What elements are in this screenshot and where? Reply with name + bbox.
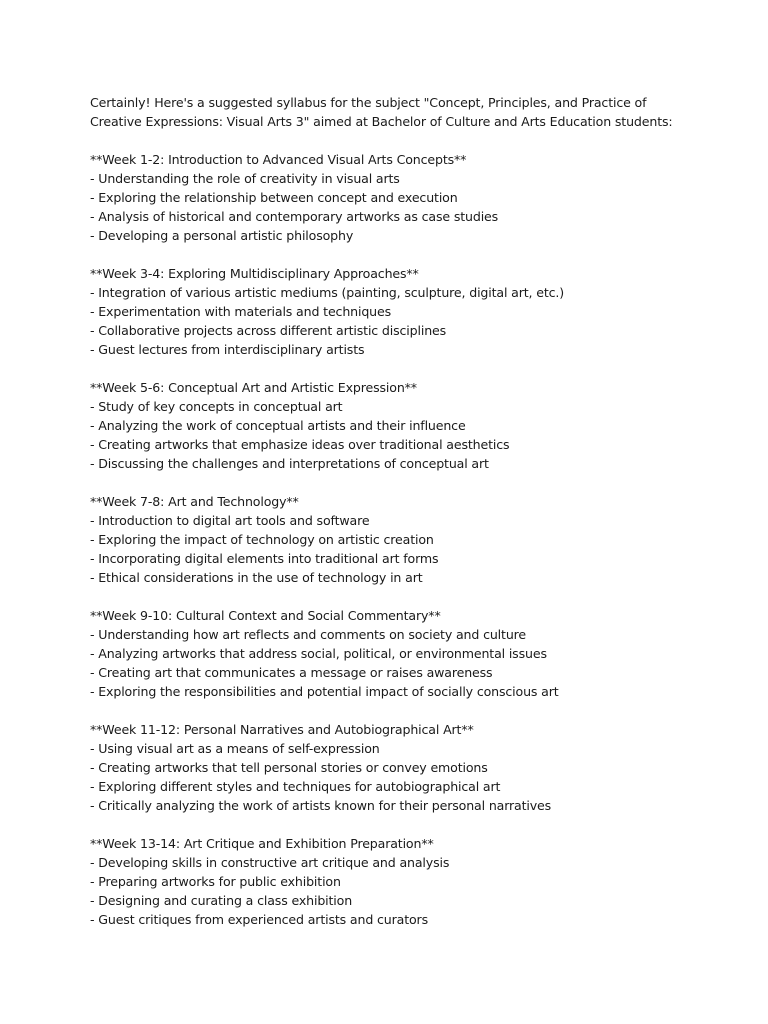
week-item: - Analysis of historical and contemporary artworks as case studies [90, 209, 499, 224]
week-item: - Exploring the impact of technology on artistic creation [90, 532, 434, 547]
week-section-2 [90, 264, 750, 359]
week-item: - Study of key concepts in conceptual art [90, 399, 343, 414]
week-item: - Integration of various artistic mediums (painting, sculpture, digital art, etc.) [90, 285, 565, 300]
week-item: - Guest lectures from interdisciplinary artists [90, 342, 365, 357]
week-section-3 [90, 378, 750, 473]
week-heading: **Week 13-14: Art Critique and Exhibition Preparation** [90, 836, 434, 851]
week-section-4 [90, 492, 750, 587]
spacer [90, 245, 750, 264]
week-item: - Incorporating digital elements into traditional art forms [90, 551, 439, 566]
spacer [90, 587, 750, 606]
week-item: - Experimentation with materials and techniques [90, 304, 392, 319]
week-item: - Developing a personal artistic philosophy [90, 228, 354, 243]
week-item: - Guest critiques from experienced artists and curators [90, 912, 428, 927]
week-item: - Discussing the challenges and interpretations of conceptual art [90, 456, 489, 471]
week-item: - Exploring the relationship between concept and execution [90, 190, 458, 205]
week-item: - Designing and curating a class exhibition [90, 893, 353, 908]
week-item: - Understanding the role of creativity in visual arts [90, 171, 400, 186]
week-item: - Preparing artworks for public exhibition [90, 874, 341, 889]
week-heading: **Week 3-4: Exploring Multidisciplinary Approaches** [90, 266, 419, 281]
week-heading: **Week 9-10: Cultural Context and Social Commentary** [90, 608, 441, 623]
week-item: - Developing skills in constructive art critique and analysis [90, 855, 450, 870]
week-item: - Creating artworks that emphasize ideas over traditional aesthetics [90, 437, 510, 452]
intro-paragraph [90, 93, 750, 131]
spacer [90, 815, 750, 834]
spacer [90, 131, 750, 150]
week-section-7 [90, 834, 750, 929]
week-heading: **Week 5-6: Conceptual Art and Artistic Expression** [90, 380, 417, 395]
syllabus-document [90, 93, 750, 929]
spacer [90, 473, 750, 492]
spacer [90, 359, 750, 378]
week-item: - Analyzing artworks that address social, political, or environmental issues [90, 646, 547, 661]
week-item: - Collaborative projects across different artistic disciplines [90, 323, 447, 338]
week-item: - Exploring different styles and techniques for autobiographical art [90, 779, 501, 794]
week-item: - Critically analyzing the work of artists known for their personal narratives [90, 798, 552, 813]
week-item: - Understanding how art reflects and comments on society and culture [90, 627, 527, 642]
spacer [90, 701, 750, 720]
week-section-5 [90, 606, 750, 701]
week-item: - Introduction to digital art tools and software [90, 513, 370, 528]
week-section-1 [90, 150, 750, 245]
intro-line: Creative Expressions: Visual Arts 3" aimed at Bachelor of Culture and Arts Education students: [90, 114, 673, 129]
week-section-6 [90, 720, 750, 815]
week-item: - Using visual art as a means of self-expression [90, 741, 380, 756]
week-item: - Creating art that communicates a message or raises awareness [90, 665, 493, 680]
week-heading: **Week 7-8: Art and Technology** [90, 494, 299, 509]
week-item: - Analyzing the work of conceptual artists and their influence [90, 418, 466, 433]
week-heading: **Week 11-12: Personal Narratives and Autobiographical Art** [90, 722, 474, 737]
week-heading: **Week 1-2: Introduction to Advanced Visual Arts Concepts** [90, 152, 467, 167]
week-item: - Creating artworks that tell personal stories or convey emotions [90, 760, 488, 775]
intro-line: Certainly! Here's a suggested syllabus for the subject "Concept, Principles, and Practice of [90, 95, 647, 110]
week-item: - Exploring the responsibilities and potential impact of socially conscious art [90, 684, 559, 699]
week-item: - Ethical considerations in the use of technology in art [90, 570, 423, 585]
